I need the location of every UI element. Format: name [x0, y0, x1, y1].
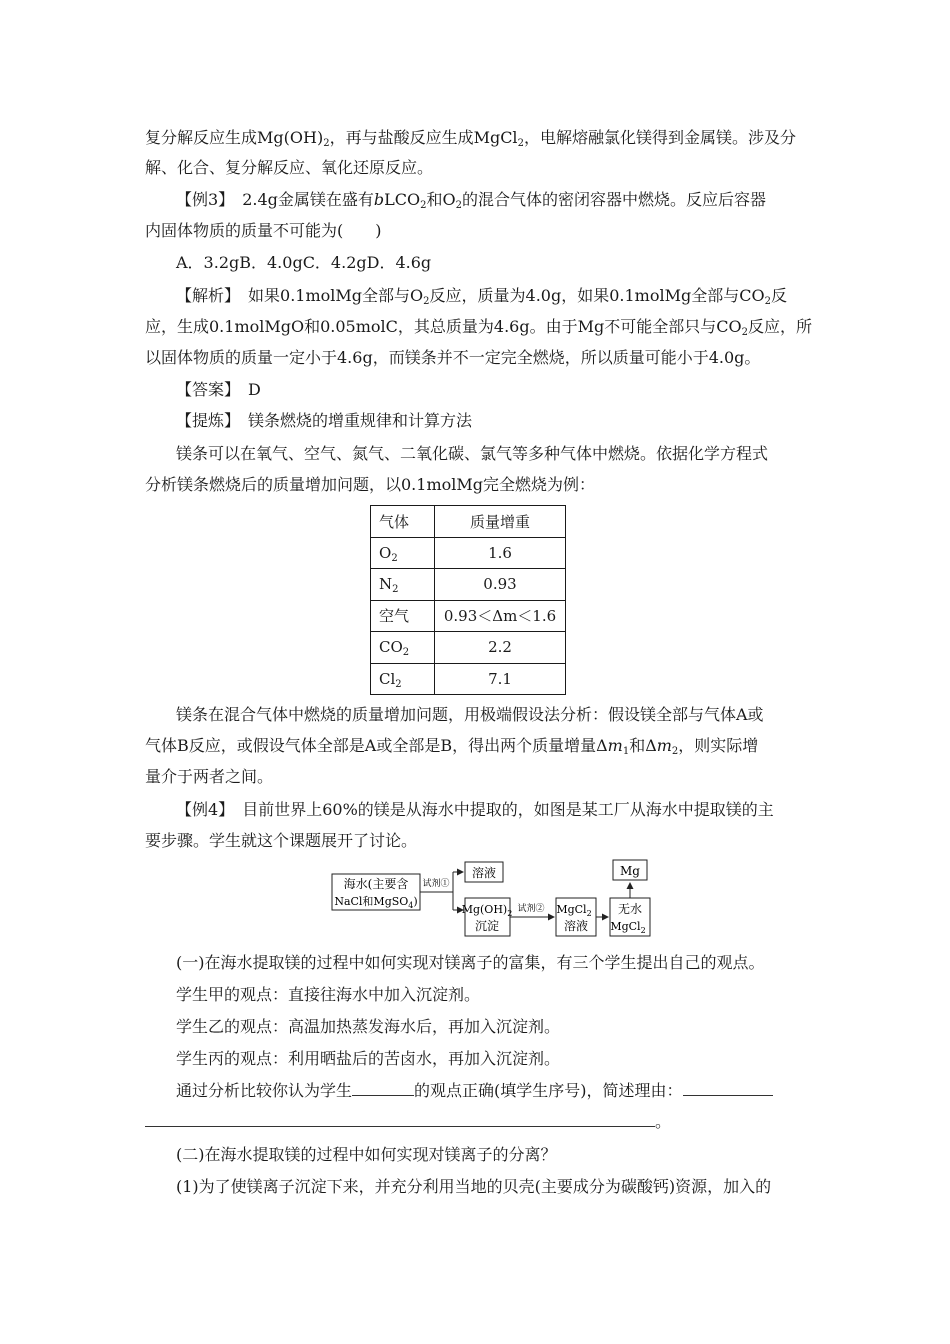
table-cell-gas: 空气: [371, 600, 435, 632]
answer-blank[interactable]: [145, 1112, 655, 1127]
analysis-line: 应，生成0.1molMgO和0.05molC，其总质量为4.6g。由于Mg不可能全部只与$CO_2$反应，所: [145, 317, 812, 338]
table-cell-gas: $CO_2$: [371, 632, 435, 664]
anhydrous-mgcl2-label: MgCl$_2$: [610, 920, 646, 935]
mixed-gas-line: 气体B反应，或假设气体全部是A或全部是B，得出两个质量增量$\Delta m_1$和$\Delta m_2$，则实际增: [145, 736, 759, 757]
table-cell-gas: $Cl_2$: [371, 663, 435, 695]
answer-blank[interactable]: [683, 1081, 773, 1096]
table-row: [371, 663, 566, 695]
table-row: [371, 632, 566, 664]
table-cell-value: 0.93＜Δm＜1.6: [435, 600, 566, 632]
mgcl2-solution-label: MgCl$_2$: [556, 903, 592, 918]
answer-line: 【答案】 D: [176, 380, 261, 399]
example-3-options: A．3.2gB．4.0gC．4.2gD．4.6g: [176, 253, 432, 272]
tip-line: 分析镁条燃烧后的质量增加问题，以0.1molMg完全燃烧为例：: [145, 475, 595, 494]
reagent-1-label: 试剂①: [422, 879, 450, 889]
seawater-label: 海水(主要含: [343, 877, 409, 891]
student-view: 学生甲的观点：直接往海水中加入沉淀剂。: [176, 985, 481, 1004]
student-view: 学生乙的观点：高温加热蒸发海水后，再加入沉淀剂。: [176, 1017, 561, 1036]
fill-in-question-cont: 。: [145, 1111, 671, 1133]
mixed-gas-line: 镁条在混合气体中燃烧的质量增加问题，用极端假设法分析：假设镁全部与气体A或: [176, 705, 764, 724]
reagent-2-label: 试剂②: [517, 904, 545, 914]
mixed-gas-line: 量介于两者之间。: [145, 767, 274, 786]
mass-increase-table: [370, 505, 566, 695]
question-part-2-item: (1)为了使镁离子沉淀下来，并充分利用当地的贝壳(主要成分为碳酸钙)资源，加入的: [176, 1177, 772, 1196]
table-cell-value: 0.93: [435, 569, 566, 601]
table-header-cell: 质量增重: [435, 506, 566, 538]
paragraph-line: 复分解反应生成$Mg(OH)_2$，再与盐酸反应生成MgCl$_2$，电解熔融氯化镁得到金属镁。涉及分: [145, 128, 796, 149]
student-view: 学生丙的观点：利用晒盐后的苦卤水，再加入沉淀剂。: [176, 1049, 561, 1068]
mg-oh2-label: $Mg(OH)_2$: [461, 903, 513, 918]
question-part-2: (二)在海水提取镁的过程中如何实现对镁离子的分离？: [176, 1145, 557, 1164]
table-header-row: [371, 506, 566, 538]
tip-line: 镁条可以在氧气、空气、氮气、二氧化碳、氯气等多种气体中燃烧。依据化学方程式: [176, 444, 769, 463]
anhydrous-mgcl2-label: 无水: [617, 902, 643, 916]
question-part-1: (一)在海水提取镁的过程中如何实现对镁离子的富集，有三个学生提出自己的观点。: [176, 953, 765, 972]
mgcl2-solution-label: 溶液: [563, 919, 589, 933]
tip-heading: 【提炼】 镁条燃烧的增重规律和计算方法: [176, 411, 473, 430]
table-cell-value: 1.6: [435, 537, 566, 569]
table-cell-gas: $O_2$: [371, 537, 435, 569]
fill-in-question: 通过分析比较你认为学生 的观点正确(填学生序号)，简述理由：: [176, 1080, 773, 1102]
example-4-question-cont: 要步骤。学生就这个课题展开了讨论。: [145, 831, 418, 850]
example-3-question: 【例3】 2.4g金属镁在盛有bLCO$_2$和$O_2$的混合气体的密闭容器中燃烧。反应后容器: [176, 190, 767, 211]
paragraph-line: 解、化合、复分解反应、氧化还原反应。: [145, 158, 434, 177]
answer-blank[interactable]: [352, 1081, 414, 1096]
mg-oh2-label: 沉淀: [474, 919, 500, 933]
example-4-question: 【例4】 目前世界上60%的镁是从海水中提取的，如图是某工厂从海水中提取镁的主: [176, 800, 774, 819]
analysis-line: 【解析】 如果0.1molMg全部与$O_2$反应，质量为4.0g，如果0.1molMg全部与$CO_2$反: [176, 286, 787, 307]
magnesium-extraction-flowchart: [330, 855, 660, 940]
example-3-question-cont: 内固体物质的质量不可能为( ): [145, 221, 382, 240]
table-cell-value: 7.1: [435, 663, 566, 695]
table-cell-value: 2.2: [435, 632, 566, 664]
mg-label: Mg: [620, 864, 640, 878]
solution-label: 溶液: [471, 866, 497, 880]
table-row: [371, 537, 566, 569]
seawater-label: NaCl和MgSO$_4$): [334, 895, 418, 910]
table-cell-gas: $N_2$: [371, 569, 435, 601]
table-header-cell: 气体: [371, 506, 435, 538]
analysis-line: 以固体物质的质量一定小于4.6g，而镁条并不一定完全燃烧，所以质量可能小于4.0g。: [145, 348, 761, 367]
table-row: [371, 569, 566, 601]
table-row: [371, 600, 566, 632]
